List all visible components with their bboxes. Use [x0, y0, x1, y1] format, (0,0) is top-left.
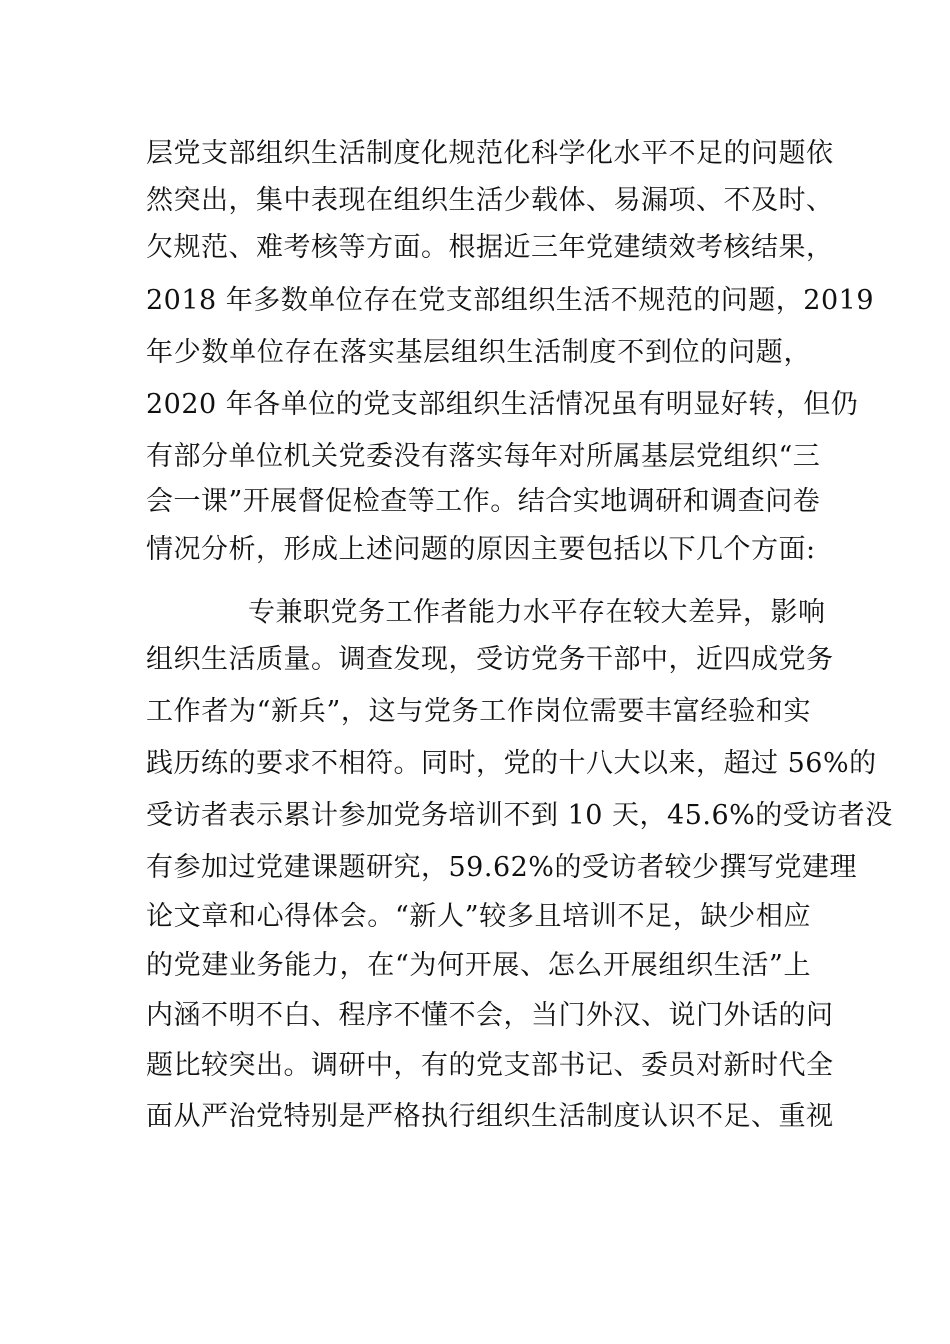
paragraph-1-line-1: 层党支部组织生活制度化规范化科学化水平不足的问题依: [146, 138, 834, 169]
paragraph-2-line-8: 的党建业务能力，在“为何开展、怎么开展组织生活”上: [146, 950, 811, 981]
paragraph-1-line-3: 欠规范、难考核等方面。根据近三年党建绩效考核结果，: [146, 232, 834, 263]
paragraph-2-line-1: 专兼职党务工作者能力水平存在较大差异，影响: [248, 597, 826, 628]
paragraph-1-line-9: 情况分析，形成上述问题的原因主要包括以下几个方面:: [146, 534, 816, 565]
paragraph-1-line-6: 2020 年各单位的党支部组织生活情况虽有明显好转，但仍: [146, 389, 859, 420]
paragraph-1-line-7: 有部分单位机关党委没有落实每年对所属基层党组织“三: [146, 441, 821, 472]
paragraph-2-line-10: 题比较突出。调研中，有的党支部书记、委员对新时代全: [146, 1050, 834, 1081]
paragraph-1-line-5: 年少数单位存在落实基层组织生活制度不到位的问题，: [146, 337, 811, 368]
paragraph-2-line-4: 践历练的要求不相符。同时，党的十八大以来，超过 56%的: [146, 748, 877, 779]
paragraph-1-line-8: 会一课”开展督促检查等工作。结合实地调研和调查问卷: [146, 486, 821, 517]
paragraph-2-line-5: 受访者表示累计参加党务培训不到 10 天，45.6%的受访者没: [146, 800, 893, 831]
paragraph-2-line-6: 有参加过党建课题研究，59.62%的受访者较少撰写党建理: [146, 852, 857, 883]
paragraph-2-line-7: 论文章和心得体会。“新人”较多且培训不足，缺少相应: [146, 901, 811, 932]
paragraph-1-line-4: 2018 年多数单位存在党支部组织生活不规范的问题，2019: [146, 285, 875, 316]
paragraph-2-line-3: 工作者为“新兵”，这与党务工作岗位需要丰富经验和实: [146, 696, 811, 727]
paragraph-2-line-11: 面从严治党特别是严格执行组织生活制度认识不足、重视: [146, 1101, 834, 1132]
paragraph-1-line-2: 然突出，集中表现在组织生活少载体、易漏项、不及时、: [146, 185, 834, 216]
paragraph-2-line-9: 内涵不明不白、程序不懂不会，当门外汉、说门外话的问: [146, 1000, 834, 1031]
paragraph-2-line-2: 组织生活质量。调查发现，受访党务干部中，近四成党务: [146, 644, 834, 675]
